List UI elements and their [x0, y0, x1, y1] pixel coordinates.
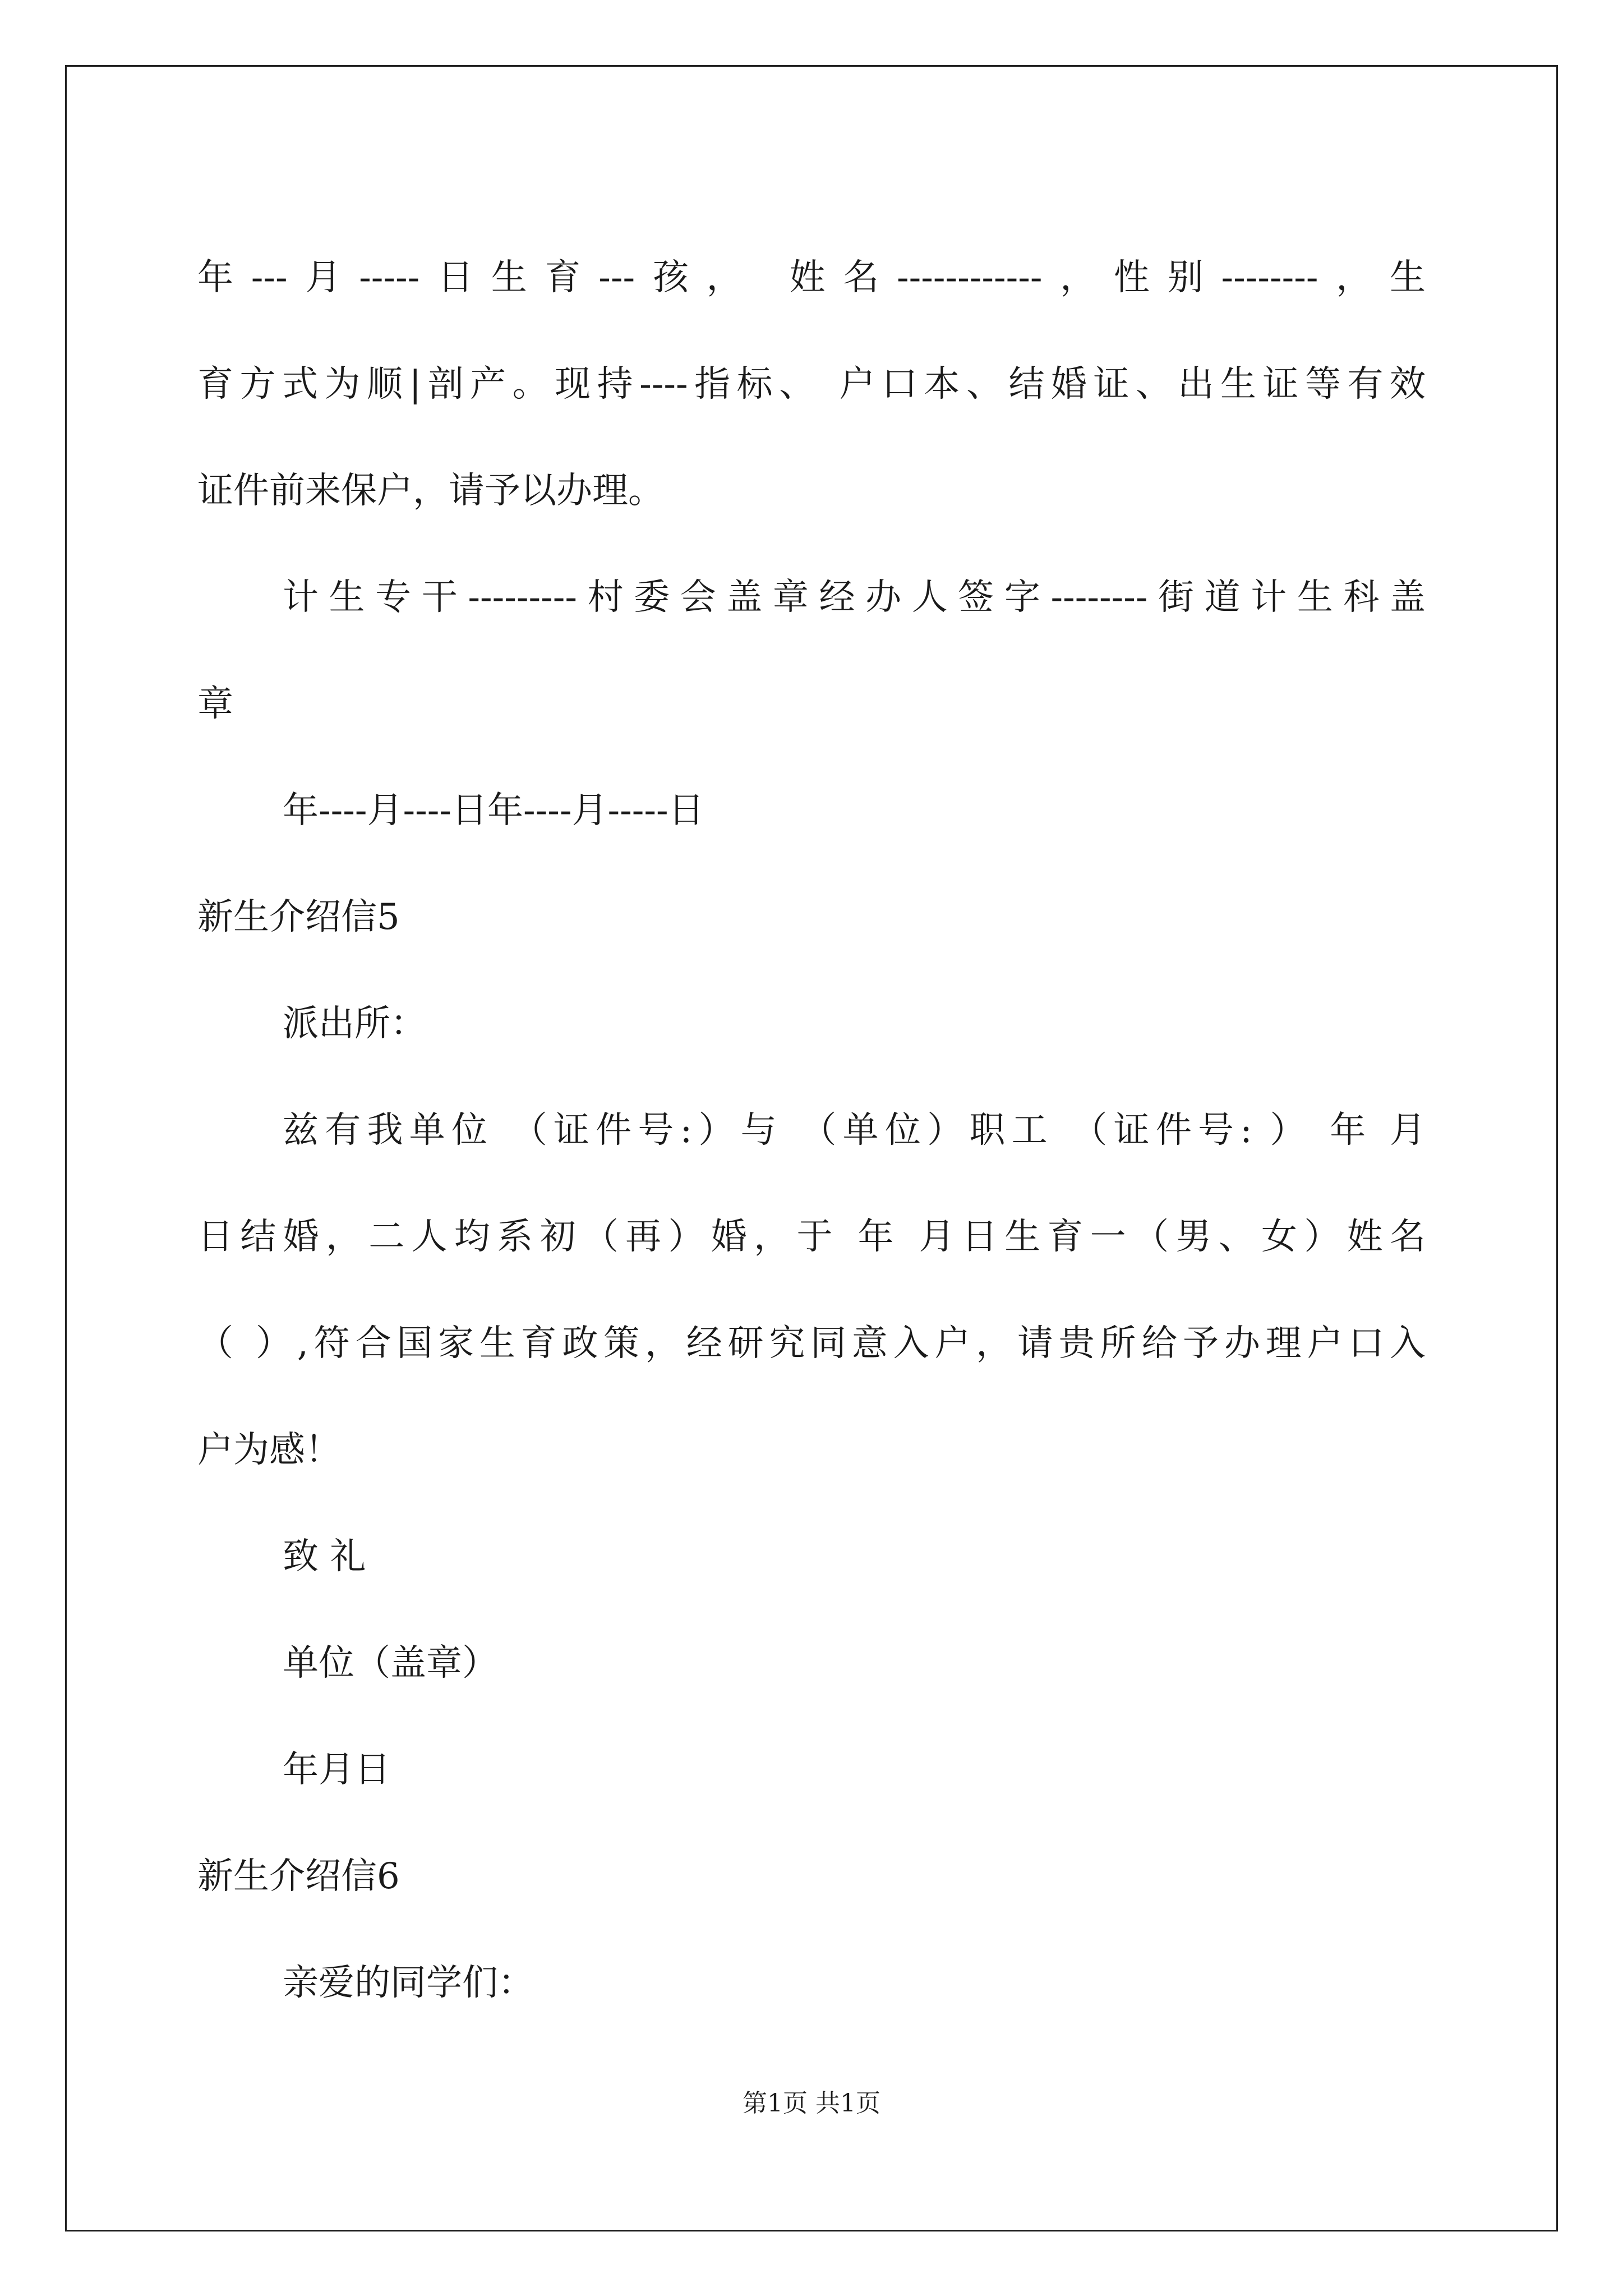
paragraph-birth-details [197, 224, 1426, 544]
text-line: 兹有我单位 （证件号:）与 （单位）职工 （证件号: ） 年 月 [283, 1110, 1426, 1151]
text-line: 年月日 [283, 1749, 390, 1791]
text-line: 证件前来保户，请予以办理。 [197, 470, 664, 512]
section-heading-6 [197, 1823, 1426, 1930]
paragraph-greeting [197, 1930, 1426, 2036]
text-line: 年---月-----日生育---孩， 姓名------------，性别--------，生 [197, 257, 1426, 298]
text-line: 亲爱的同学们： [283, 1962, 534, 2004]
paragraph-salutation [197, 970, 1426, 1077]
text-line: 章 [197, 683, 233, 725]
text-line: 计生专干---------村委会盖章经办人签字--------街道计生科盖 [283, 577, 1426, 618]
heading-text: 新生介绍信5 [197, 896, 400, 938]
text-line: 年----月----日年----月-----日 [283, 790, 704, 831]
text-line: 日结婚，二人均系初（再）婚，于 年 月日生育一（男、女）姓名 [197, 1216, 1426, 1258]
paragraph-letter-body [197, 1077, 1426, 1503]
paragraph-unit-seal [197, 1610, 1426, 1717]
text-line: 育方式为顺|剖产。现持----指标、 户口本、结婚证、出生证等有效 [197, 364, 1426, 405]
text-line: 致 礼 [283, 1536, 366, 1577]
heading-text: 新生介绍信6 [197, 1856, 400, 1897]
paragraph-date [197, 1717, 1426, 1823]
text-line: 户为感！ [197, 1429, 341, 1471]
text-line: 单位（盖章） [283, 1642, 498, 1684]
section-heading-5 [197, 864, 1426, 970]
paragraph-dates [197, 757, 1426, 864]
text-line: 派出所： [283, 1003, 426, 1045]
text-line: （ ）,符合国家生育政策，经研究同意入户，请贵所给予办理户口入 [197, 1323, 1426, 1364]
page-footer: 第1页 共1页 [743, 2089, 880, 2118]
paragraph-signatures [197, 544, 1426, 757]
paragraph-closing [197, 1503, 1426, 1610]
